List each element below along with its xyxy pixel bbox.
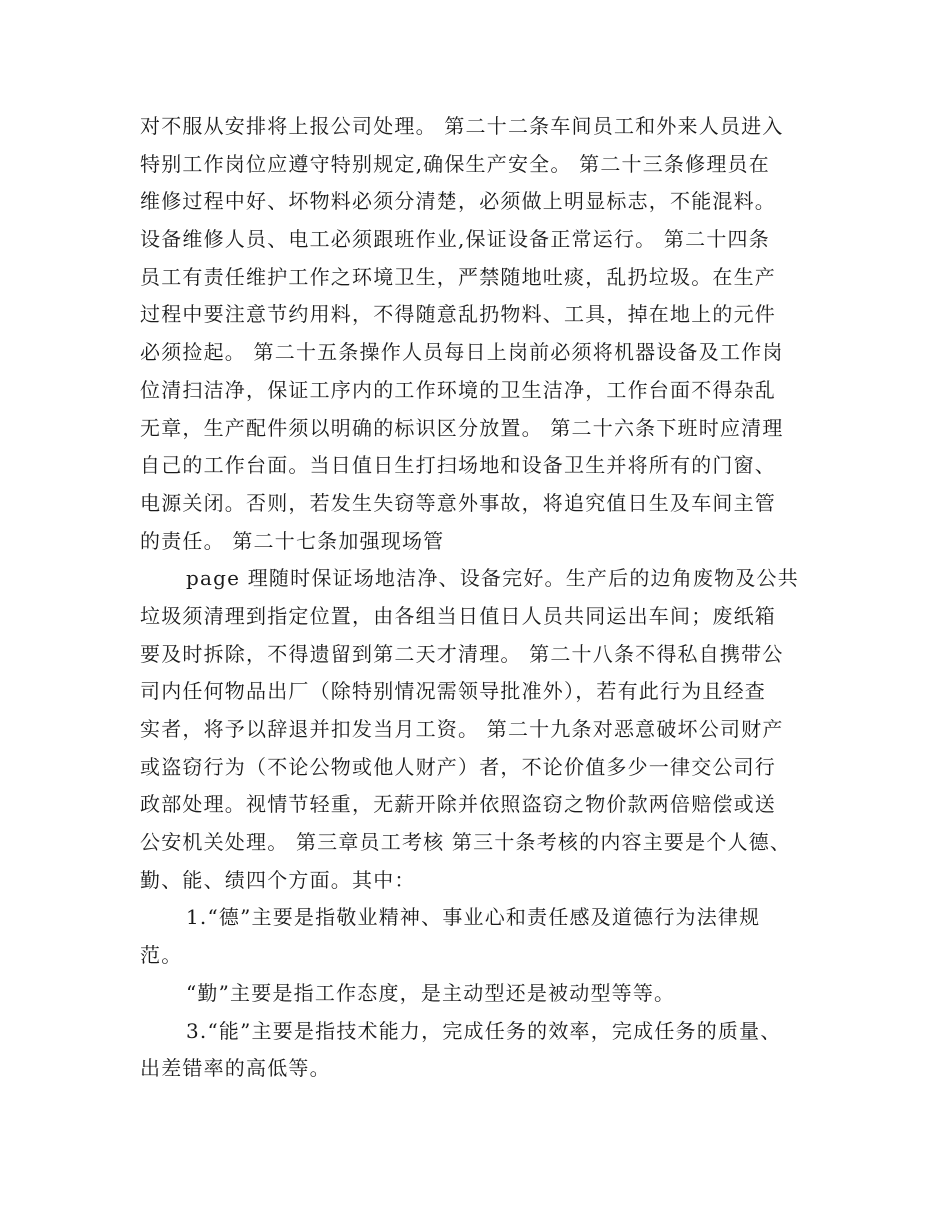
text-line: “勤”主要是指工作态度，是主动型还是被动型等等。 (186, 980, 676, 1005)
text-line: 维修过程中好、坏物料必须分清楚，必须做上明显标志，不能混料。 (140, 189, 776, 214)
text-line: 设备维修人员、电工必须跟班作业,保证设备正常运行。 第二十四条 (140, 227, 770, 252)
text-line: 或盗窃行为（不论公物或他人财产）者，不论价值多少一律交公司行 (140, 754, 776, 779)
text-line: 位清扫洁净，保证工序内的工作环境的卫生洁净，工作台面不得杂乱 (140, 377, 776, 402)
text-line: 1.“德”主要是指敬业精神、事业心和责任感及道德行为法律规 (186, 905, 761, 930)
text-line: 出差错率的高低等。 (140, 1056, 331, 1081)
text-line: 自己的工作台面。当日值日生打扫场地和设备卫生并将所有的门窗、 (140, 453, 776, 478)
text-line: 范。 (140, 943, 183, 968)
text-line: 员工有责任维护工作之环境卫生，严禁随地吐痰，乱扔垃圾。在生产 (140, 264, 776, 289)
text-line: 无章，生产配件须以明确的标识区分放置。 第二十六条下班时应清理 (140, 415, 784, 440)
text-line: 勤、能、绩四个方面。其中： (140, 867, 416, 892)
text-line: 要及时拆除，不得遗留到第二天才清理。 第二十八条不得私自携带公 (140, 641, 784, 666)
body-text (140, 108, 812, 1088)
text-line: 过程中要注意节约用料，不得随意乱扔物料、工具，掉在地上的元件 (140, 302, 776, 327)
text-line: 电源关闭。否则，若发生失窃等意外事故，将追究值日生及车间主管 (140, 490, 776, 515)
text-line: page 理随时保证场地洁净、设备完好。生产后的边角废物及公共 (186, 566, 799, 591)
text-line: 必须捡起。 第二十五条操作人员每日上岗前必须将机器设备及工作岗 (140, 340, 784, 365)
text-line: 政部处理。视情节轻重，无薪开除并依照盗窃之物价款两倍赔偿或送 (140, 792, 776, 817)
text-line: 垃圾须清理到指定位置，由各组当日值日人员共同运出车间；废纸箱 (140, 603, 776, 628)
text-line: 对不服从安排将上报公司处理。 第二十二条车间员工和外来人员进入 (140, 114, 784, 138)
text-line: 实者，将予以辞退并扣发当月工资。 第二十九条对恶意破坏公司财产 (140, 717, 784, 741)
text-line: 3.“能”主要是指技术能力，完成任务的效率，完成任务的质量、 (186, 1018, 782, 1043)
text-line: 公安机关处理。 第三章员工考核 第三十条考核的内容主要是个人德、 (140, 830, 792, 855)
text-line: 特别工作岗位应遵守特别规定,确保生产安全。 第二十三条修理员在 (140, 151, 770, 176)
text-line: 的责任。 第二十七条加强现场管 (140, 528, 445, 553)
text-line: 司内任何物品出厂（除特别情况需领导批准外），若有此行为且经查 (140, 679, 766, 704)
